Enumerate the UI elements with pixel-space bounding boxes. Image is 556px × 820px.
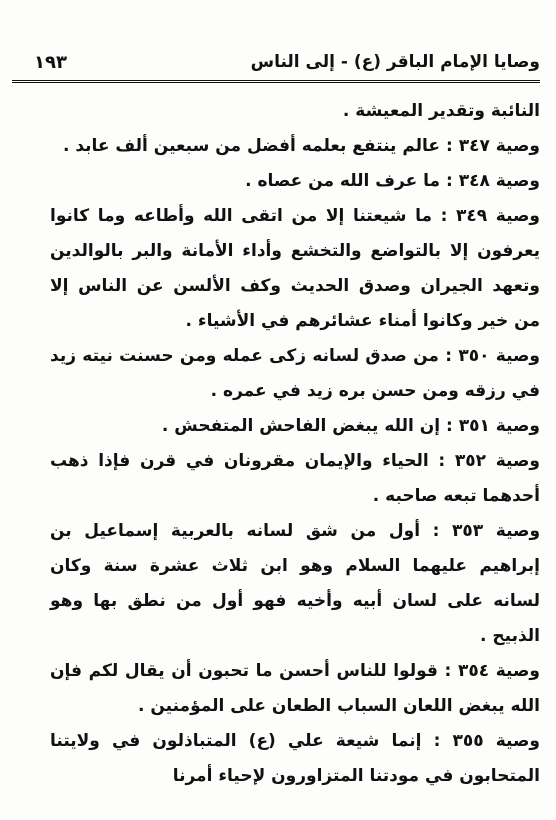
entry-text: ما شيعتنا إلا من اتقى الله وأطاعه وما كانوا يعرفون إلا بالتواضع والتخشع وأداء الأمانة والبر بالوالدين وتعهد الجيران وصدق الحديث وكف الألسن عن الناس إلا من خير وكانوا أمناء عشائرهم في الأشياء . xyxy=(50,206,540,331)
wasiya-354 xyxy=(50,654,540,724)
running-title: وصايا الإمام الباقر (ع) - إلى الناس xyxy=(250,52,540,72)
entry-label: وصية ٣٥٠ : xyxy=(438,346,541,366)
entry-text: قولوا للناس أحسن ما تحبون أن يقال لكم فإن الله يبغض اللعان السباب الطعان على المؤمنين . xyxy=(50,661,540,716)
entry-label: وصية ٣٥٣ : xyxy=(420,521,541,541)
entry-label: وصية ٣٥٢ : xyxy=(428,451,540,471)
wasiya-348 xyxy=(50,164,540,199)
entry-label: وصية ٣٥٥ : xyxy=(421,731,540,751)
entry-label: وصية ٣٥١ : xyxy=(440,416,540,436)
header-divider xyxy=(12,80,540,83)
entry-label: وصية ٣٤٨ : xyxy=(440,171,540,191)
wasiya-353 xyxy=(50,514,540,654)
entry-text: النائبة وتقدير المعيشة . xyxy=(342,101,540,121)
wasiya-350 xyxy=(50,339,540,409)
wasiya-351 xyxy=(50,409,540,444)
entry-text: عالم ينتفع بعلمه أفضل من سبعين ألف عابد . xyxy=(62,136,441,156)
entry-label: وصية ٣٤٧ : xyxy=(440,136,540,156)
entry-text: من صدق لسانه زكى عمله ومن حسنت نيته زيد في رزقه ومن حسن بره زيد في عمره . xyxy=(50,346,540,401)
entry-text: إنما شيعة علي (ع) المتباذلون في ولايتنا المتحابون في مودتنا المتزاورون لإحياء أمرنا xyxy=(50,731,540,786)
wasiya-355 xyxy=(50,724,540,794)
wasiya-347 xyxy=(50,129,540,164)
page-number: ١٩٣ xyxy=(34,52,67,73)
entry-text: إن الله يبغض الفاحش المتفحش . xyxy=(161,416,441,436)
wasiya-352 xyxy=(50,444,540,514)
entry-text: أول من شق لسانه بالعربية إسماعيل بن إبراهيم عليهما السلام وهو ابن ثلاث عشرة سنة وكان لسانه على لسان أبيه وأخيه فهو أول من نطق بها وهو الذبيح . xyxy=(50,521,540,646)
entry-label: وصية ٣٥٤ : xyxy=(437,661,540,681)
continuation-line xyxy=(50,94,540,129)
entry-text: الحياء والإيمان مقرونان في قرن فإذا ذهب أحدهما تبعه صاحبه . xyxy=(50,451,540,506)
page-header xyxy=(12,50,540,86)
entry-text: ما عرف الله من عصاه . xyxy=(245,171,441,191)
entry-label: وصية ٣٤٩ : xyxy=(432,206,541,226)
wasiya-349 xyxy=(50,199,540,339)
page-body xyxy=(50,94,540,794)
